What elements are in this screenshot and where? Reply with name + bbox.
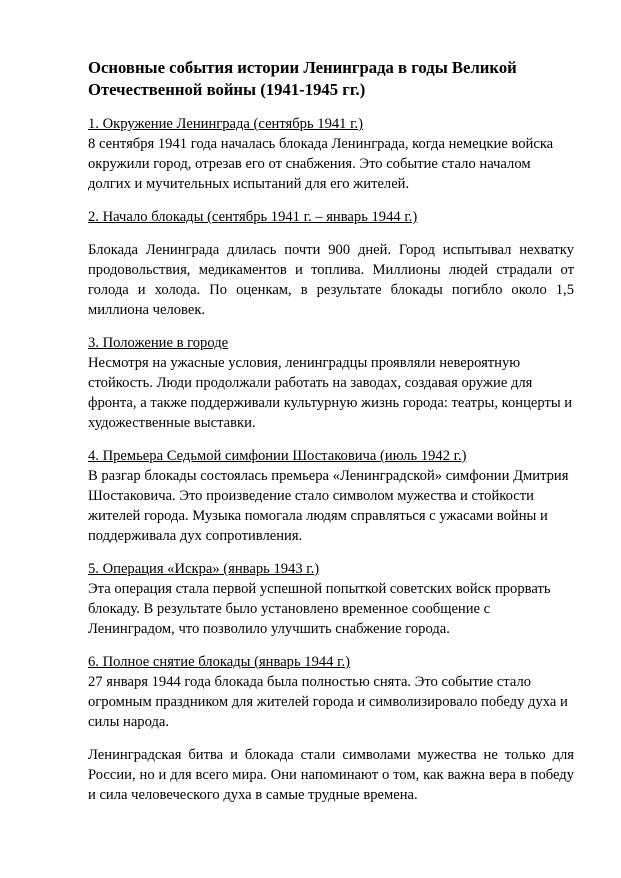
- section-paragraph: Блокада Ленинграда длилась почти 900 дней. Город испытывал нехватку продовольствия, медикаментов и топлива. Миллионы людей страдали от голода и холода. По оценкам, в результате блокады погибло около 1,5 миллиона человек.: [88, 242, 574, 318]
- section-paragraph: 8 сентября 1941 года началась блокада Ленинграда, когда немецкие войска окружили город, отрезав его от снабжения. Это событие стало началом долгих и мучительных испытаний для его жителей.: [88, 136, 554, 192]
- document-section: [88, 333, 574, 433]
- section-heading: 6. Полное снятие блокады (январь 1944 г.): [88, 654, 350, 670]
- section-paragraph: В разгар блокады состоялась премьера «Ленинградской» симфонии Дмитрия Шостаковича. Это произведение стало символом мужества и стойкости жителей города. Музыка помогала людям справляться с ужасами войны и поддерживала дух сопротивления.: [88, 468, 569, 544]
- section-paragraph: Эта операция стала первой успешной попыткой советских войск прорвать блокаду. В результате было установлено временное сообщение с Ленинградом, что позволило улучшить снабжение города.: [88, 581, 551, 637]
- document-title: Основные события истории Ленинграда в годы Великой Отечественной войны (1941-1945 гг.): [88, 58, 517, 99]
- document-section: [88, 559, 574, 639]
- closing-paragraph: Ленинградская битва и блокада стали символами мужества не только для России, но и для всего мира. Они напоминают о том, как важна вера в победу и сила человеческого духа в самые трудные времена.: [88, 747, 574, 803]
- document-section: [88, 446, 574, 546]
- document-section: [88, 114, 574, 194]
- section-heading: 3. Положение в городе: [88, 335, 229, 351]
- section-paragraph: Несмотря на ужасные условия, ленинградцы проявляли невероятную стойкость. Люди продолжали работать на заводах, создавая оружие для фронта, а также поддерживали культурную жизнь города: театры, концерты и художественные выставки.: [88, 355, 573, 431]
- section-heading: 5. Операция «Искра» (январь 1943 г.): [88, 561, 320, 577]
- section-paragraph: 27 января 1944 года блокада была полностью снята. Это событие стало огромным праздником для жителей города и символизировало победу духа и силы народа.: [88, 674, 568, 730]
- document-section: [88, 207, 574, 320]
- sections-container: [88, 114, 574, 732]
- section-heading: 2. Начало блокады (сентябрь 1941 г. – январь 1944 г.): [88, 209, 418, 225]
- document-section: [88, 652, 574, 732]
- section-heading: 4. Премьера Седьмой симфонии Шостаковича (июль 1942 г.): [88, 448, 467, 464]
- section-heading: 1. Окружение Ленинграда (сентябрь 1941 г.): [88, 116, 363, 132]
